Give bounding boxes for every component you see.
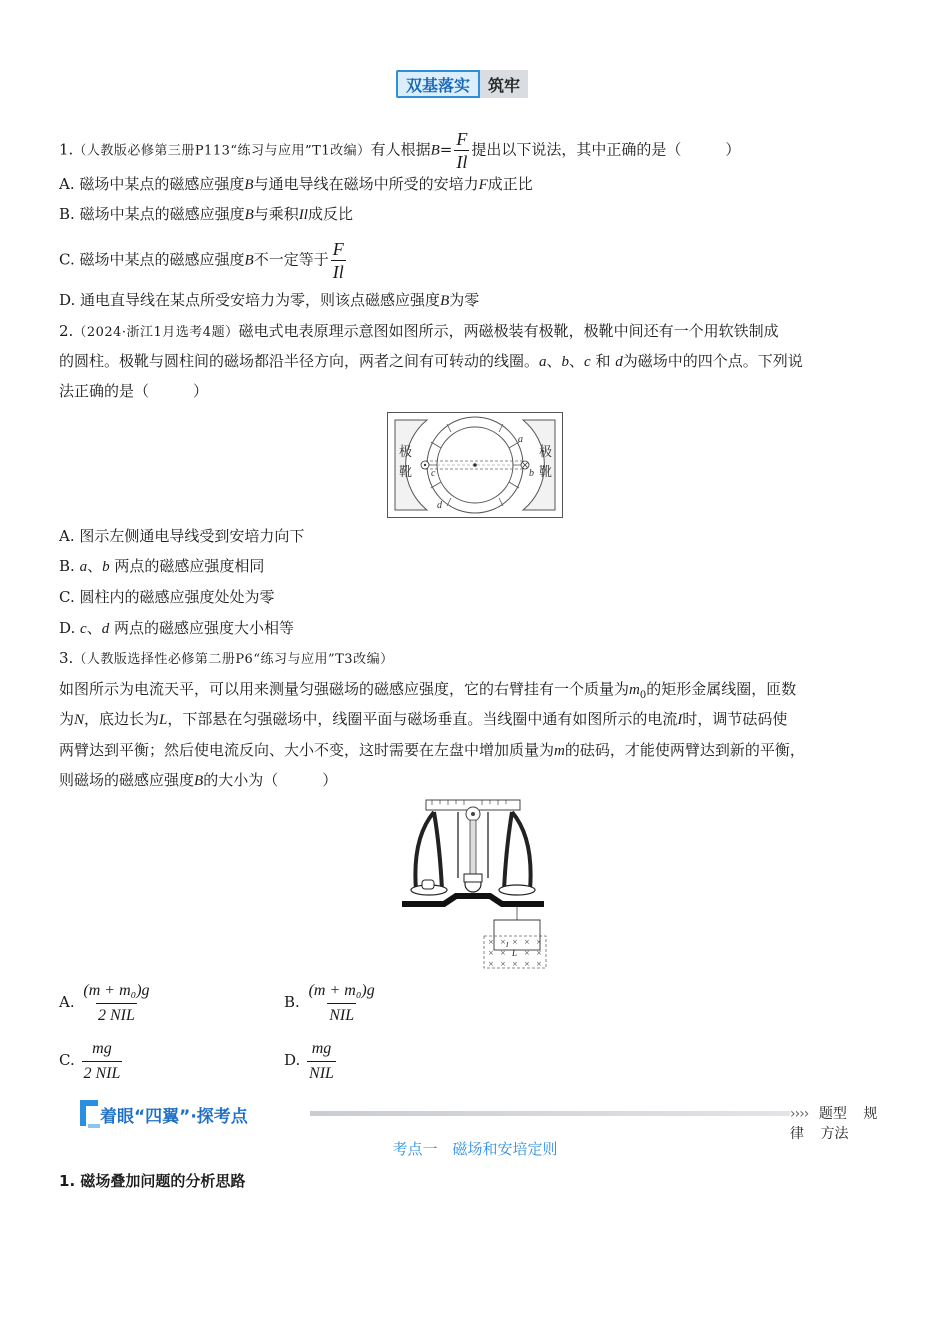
svg-text:×: × <box>512 960 518 968</box>
point-a-label: a <box>518 434 523 445</box>
banner-item-tixing: 题型 <box>818 1106 847 1122</box>
right-label-bottom: 靴 <box>539 465 553 480</box>
svg-text:×: × <box>524 960 530 968</box>
q3-d-fraction: $\frac{mg}{\text{NIL}}$ <box>307 1037 336 1086</box>
q1-c-fraction: $\frac{F}{Il}$ <box>332 239 344 282</box>
q2-option-c[interactable]: C. 圆柱内的磁感应强度处处为零 <box>59 588 275 606</box>
point-b-label: b <box>529 468 534 479</box>
svg-text:×: × <box>536 949 542 957</box>
point-d-label: d <box>437 500 442 511</box>
banner-right <box>790 1103 878 1143</box>
q3-c-fraction: $\frac{mg}{\text{2 NIL}}$ <box>82 1037 123 1086</box>
badge-grey-label: 筑牢 <box>480 70 528 98</box>
q2-stem-line2: 的圆柱。极靴与圆柱间的磁场都沿半径方向，两者之间有可转动的线圈。a、b、c 和 d为磁场中的四个点。下列说 <box>59 352 803 370</box>
svg-text:×: × <box>512 938 518 946</box>
svg-text:×: × <box>524 938 530 946</box>
q3-a-fraction: $\frac{\text{(m + m₀)g}}{\text{2 NIL}}$ <box>81 979 151 1028</box>
point-c-label: c <box>431 468 436 479</box>
q1-option-d[interactable]: D. 通电直导线在某点所受安培力为零，则该点磁感应强度B为零 <box>59 291 480 309</box>
meter-diagram <box>387 412 563 518</box>
q1-option-c[interactable]: C. 磁场中某点的磁感应强度B不一定等于 $\frac{F}{Il}$ <box>59 239 344 282</box>
left-label-bottom: 靴 <box>399 465 413 480</box>
q3-line3: 两臂达到平衡；然后使电流反向、大小不变，这时需要在左盘中增加质量为m的砝码，才能使两臂达到新的平衡， <box>59 741 805 759</box>
q1-option-a[interactable]: A. 磁场中某点的磁感应强度B与通电导线在磁场中所受的安培力F成正比 <box>59 175 533 193</box>
subsection-heading: 1. 磁场叠加问题的分析思路 <box>59 1172 246 1190</box>
current-balance-diagram <box>398 798 548 970</box>
banner-bar <box>310 1111 790 1116</box>
svg-text:×: × <box>500 960 506 968</box>
label-L: L <box>512 948 518 958</box>
banner-title: 着眼“四翼”·探考点 <box>100 1107 248 1127</box>
label-I: I <box>506 941 509 949</box>
q2-stem-line1: 2.（2024·浙江1月选考4题）磁电式电表原理示意图如图所示，两磁极装有极靴，极靴中间还有一个用软铁制成 <box>59 322 779 340</box>
q3-option-c[interactable]: C. $\frac{mg}{\text{2 NIL}}$ <box>59 1034 124 1086</box>
q2-option-d[interactable]: D. c、d 两点的磁感应强度大小相等 <box>59 619 295 637</box>
left-label-top: 极 <box>399 445 413 460</box>
svg-text:×: × <box>524 949 530 957</box>
q1-stem: 1.（人教版必修第三册P113“练习与应用”T1改编）有人根据B= $\frac{F}{Il}$ 提出以下说法，其中正确的是（ ） <box>59 129 741 172</box>
section-badge <box>396 70 528 98</box>
q3-option-a[interactable]: A. $\frac{\text{(m + m₀)g}}{\text{2 NIL}}$ <box>59 976 154 1028</box>
svg-text:×: × <box>488 949 494 957</box>
q3-line4: 则磁场的磁感应强度B的大小为（ ） <box>59 771 338 789</box>
q3-b-fraction: $\frac{\text{(m + m₀)g}}{\text{NIL}}$ <box>307 979 377 1028</box>
badge-blue-label: 双基落实 <box>396 70 480 98</box>
kaodian-title: 考点一 磁场和安培定则 <box>392 1140 558 1158</box>
svg-text:×: × <box>536 960 542 968</box>
svg-text:×: × <box>500 938 506 946</box>
q2-stem-line3: 法正确的是（ ） <box>59 382 209 400</box>
svg-text:×: × <box>488 938 494 946</box>
svg-text:×: × <box>488 960 494 968</box>
svg-text:×: × <box>500 949 506 957</box>
q1-option-b[interactable]: B. 磁场中某点的磁感应强度B与乘积Il成反比 <box>59 205 353 223</box>
q3-line1: 如图所示为电流天平，可以用来测量匀强磁场的磁感应强度，它的右臂挂有一个质量为$m_0$的矩形金属线圈，匝数 <box>59 680 797 701</box>
q3-source: 3.（人教版选择性必修第二册P6“练习与应用”T3改编） <box>59 649 394 667</box>
banner-arrows: ›››› <box>790 1106 809 1122</box>
q3-line2: 为N，底边长为L，下部悬在匀强磁场中，线圈平面与磁场垂直。当线圈中通有如图所示的电流I时，调节砝码使 <box>59 710 788 728</box>
q3-option-d[interactable]: D. $\frac{mg}{\text{NIL}}$ <box>284 1034 338 1086</box>
svg-text:×: × <box>536 938 542 946</box>
q2-option-a[interactable]: A. 图示左侧通电导线受到安培力向下 <box>59 527 305 545</box>
q2-option-b[interactable]: B. a、b 两点的磁感应强度相同 <box>59 557 265 575</box>
q3-option-b[interactable]: B. $\frac{\text{(m + m₀)g}}{\text{NIL}}$ <box>284 976 379 1028</box>
banner-corner-icon <box>78 1098 100 1128</box>
q1-formula-fraction: $\frac{F}{Il}$ <box>456 129 468 172</box>
right-label-top: 极 <box>539 445 553 460</box>
banner-item-guilv: 规律 <box>790 1106 878 1142</box>
banner-item-fangfa: 方法 <box>820 1126 849 1142</box>
section-banner <box>78 1096 878 1142</box>
